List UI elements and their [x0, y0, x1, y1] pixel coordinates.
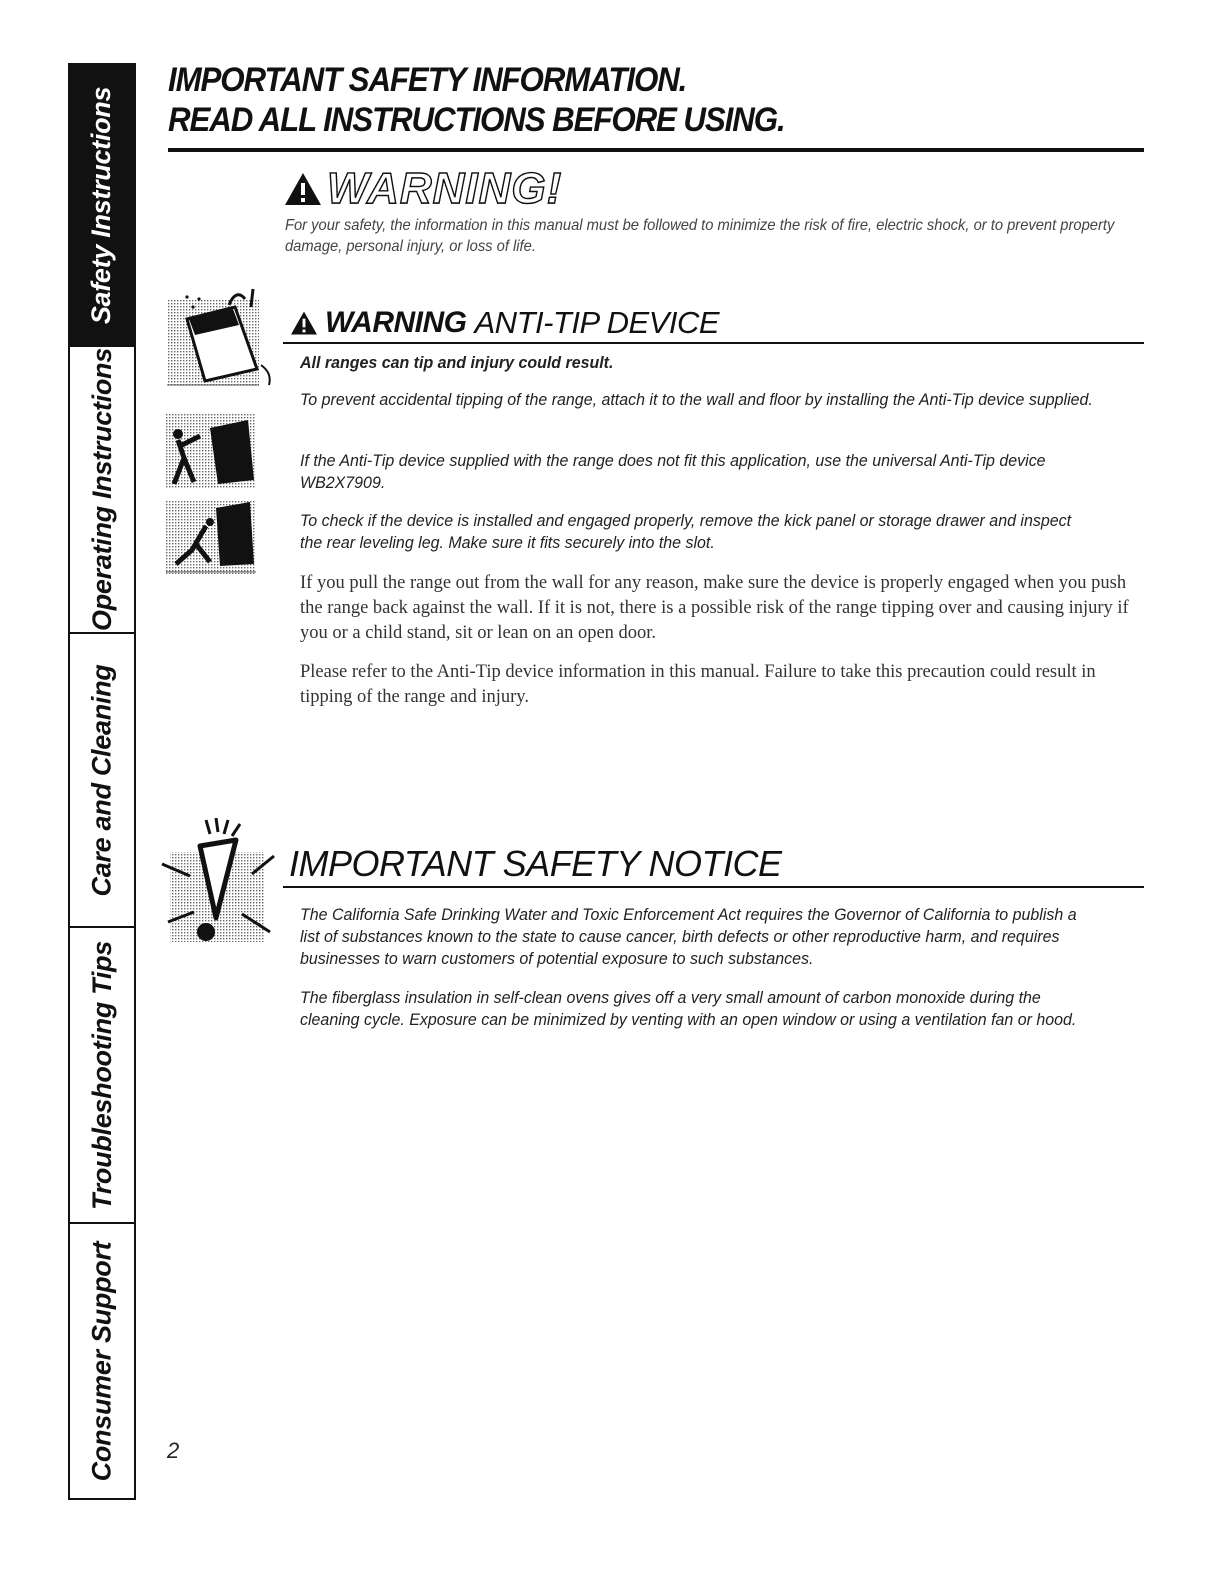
- anti-tip-serif-paragraph: Please refer to the Anti-Tip device information in this manual. Failure to take this precaution could result in tipping of the range and injury.: [300, 662, 1096, 707]
- tab-label: Troubleshooting Tips: [86, 940, 117, 1210]
- warning-triangle-icon: [289, 310, 319, 336]
- anti-tip-paragraph: To check if the device is installed and engaged properly, remove the kick panel or storage drawer and inspect the rear leveling leg. Make sure it fits securely into the slot.: [300, 511, 1072, 552]
- tab-troubleshooting-tips[interactable]: [70, 928, 134, 1224]
- tab-label: Safety Instructions: [86, 86, 117, 324]
- tab-consumer-support[interactable]: [70, 1224, 134, 1498]
- warning-title: [283, 165, 1143, 213]
- page-header: [168, 60, 1144, 152]
- notice-paragraph: The California Safe Drinking Water and Toxic Enforcement Act requires the Governor of California to publish a list of substances known to the state to cause cancer, birth defects or other reproductive harm, and requires businesses to warn customers of potential exposure to such substances.: [300, 905, 1077, 968]
- anti-tip-paragraph: If the Anti-Tip device supplied with the range does not fit this application, use the universal Anti-Tip device WB2X7909.: [300, 451, 1046, 492]
- tab-label: Operating Instructions: [86, 348, 117, 631]
- section-sidebar: [68, 63, 136, 1500]
- header-line-2: READ ALL INSTRUCTIONS BEFORE USING.: [168, 101, 785, 139]
- anti-tip-heading: [283, 304, 1144, 344]
- anti-tip-serif-paragraph: If you pull the range out from the wall for any reason, make sure the device is properly engaged when you push the range back against the wall. If it is not, there is a possible risk of the range tipping over and causing injury if you or a child stand, sit or lean on an open door.: [300, 573, 1129, 643]
- tab-label: Consumer Support: [86, 1241, 117, 1481]
- notice-paragraph: The fiberglass insulation in self-clean ovens gives off a very small amount of carbon monoxide during the cleaning cycle. Exposure can be minimized by venting with an open window or using a ventilation fan or hood.: [300, 988, 1077, 1029]
- anti-tip-heading-light: ANTI-TIP DEVICE: [474, 305, 720, 340]
- warning-intro: For your safety, the information in this manual must be followed to minimize the risk of fire, electric shock, or to prevent property damage, personal injury, or loss of life.: [285, 217, 1115, 255]
- notice-heading-text: IMPORTANT SAFETY NOTICE: [289, 843, 782, 884]
- notice-heading: [283, 842, 1144, 888]
- warning-block: [283, 165, 1143, 257]
- page-number: 2: [167, 1438, 180, 1463]
- tab-operating-instructions[interactable]: [70, 347, 134, 634]
- tab-safety-instructions[interactable]: [70, 65, 134, 347]
- anti-tip-lead: All ranges can tip and injury could result.: [300, 353, 614, 372]
- tab-label: Care and Cleaning: [86, 664, 117, 896]
- anti-tip-warning-illustrations: [166, 414, 256, 574]
- header-line-1: IMPORTANT SAFETY INFORMATION.: [168, 61, 687, 99]
- anti-tip-paragraph: To prevent accidental tipping of the range, attach it to the wall and floor by installing the Anti-Tip device supplied.: [300, 390, 1093, 409]
- warning-title-text: WARNING!: [327, 164, 563, 213]
- anti-tip-illustration: [165, 285, 275, 389]
- exclamation-notice-icon: [160, 818, 278, 946]
- tab-care-and-cleaning[interactable]: [70, 634, 134, 928]
- warning-triangle-icon: [283, 171, 323, 207]
- anti-tip-heading-strong: WARNING: [325, 306, 467, 339]
